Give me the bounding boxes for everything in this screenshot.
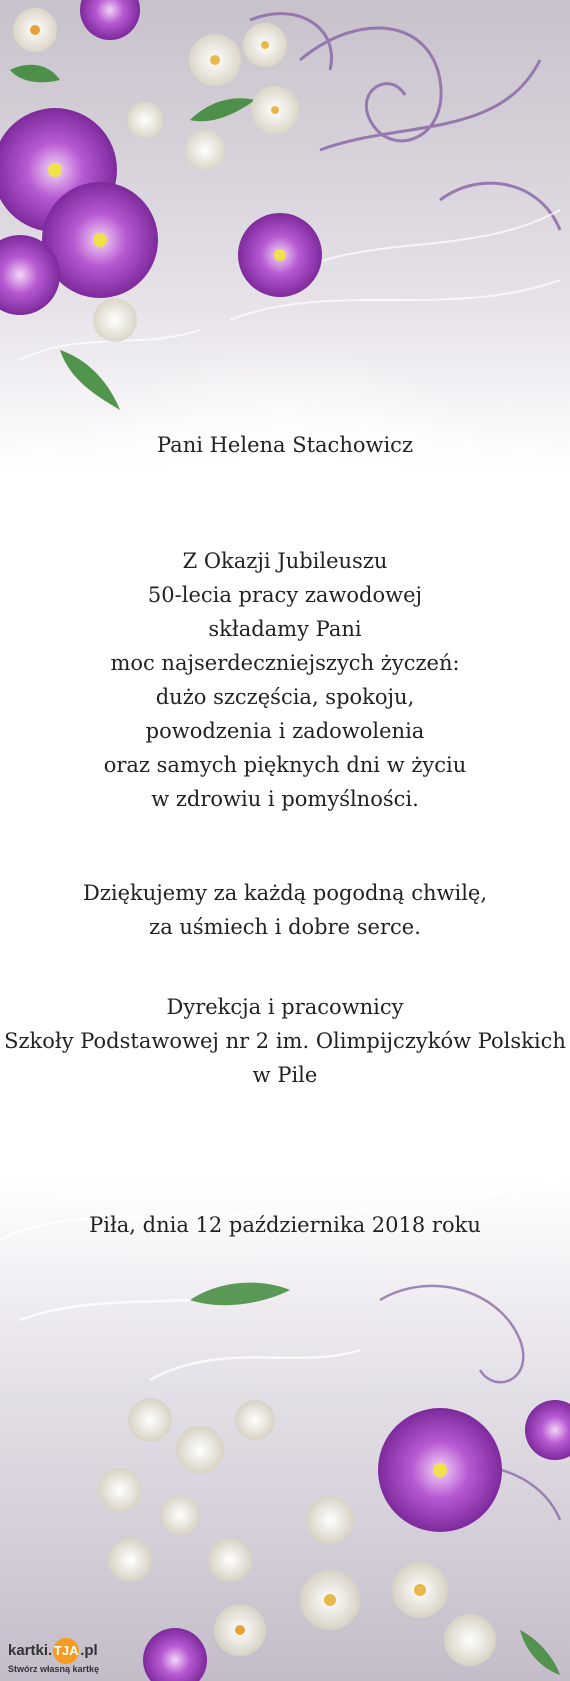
wishes-paragraph	[0, 544, 570, 816]
wishes-line: składamy Pani	[208, 617, 362, 641]
wishes-line: 50-lecia pracy zawodowej	[147, 583, 423, 607]
place-and-date	[0, 1208, 570, 1242]
wishes-line: dużo szczęścia, spokoju,	[155, 685, 415, 709]
signature-line: Dyrekcja i pracownicy	[166, 995, 404, 1019]
place-date-line: Piła, dnia 12 października 2018 roku	[89, 1213, 481, 1237]
wishes-line: moc najserdeczniejszych życzeń:	[110, 651, 460, 675]
brand-tagline: Stwórz własną kartkę	[8, 1664, 100, 1674]
signature-paragraph	[0, 990, 570, 1092]
signature-line: Szkoły Podstawowej nr 2 im. Olimpijczyków Polskich	[4, 1029, 566, 1053]
brand-mark: TJA	[53, 1638, 79, 1664]
wishes-line: w zdrowiu i pomyślności.	[151, 787, 419, 811]
bottom-floral-decoration	[0, 1120, 570, 1681]
thanks-line: Dziękujemy za każdą pogodną chwilę,	[82, 881, 488, 905]
wishes-line: oraz samych pięknych dni w życiu	[103, 753, 467, 777]
thanks-paragraph	[0, 876, 570, 944]
recipient-line: Pani Helena Stachowicz	[156, 433, 414, 457]
thanks-line: za uśmiech i dobre serce.	[149, 915, 421, 939]
kartki-logo-link[interactable]	[8, 1636, 118, 1678]
brand-prefix: kartki.	[8, 1641, 53, 1659]
signature-line: w Pile	[252, 1063, 318, 1087]
brand-logo	[8, 1638, 98, 1664]
brand-suffix: .pl	[80, 1641, 98, 1659]
wishes-line: powodzenia i zadowolenia	[145, 719, 425, 743]
wishes-line: Z Okazji Jubileuszu	[182, 549, 388, 573]
recipient-name	[0, 428, 570, 462]
